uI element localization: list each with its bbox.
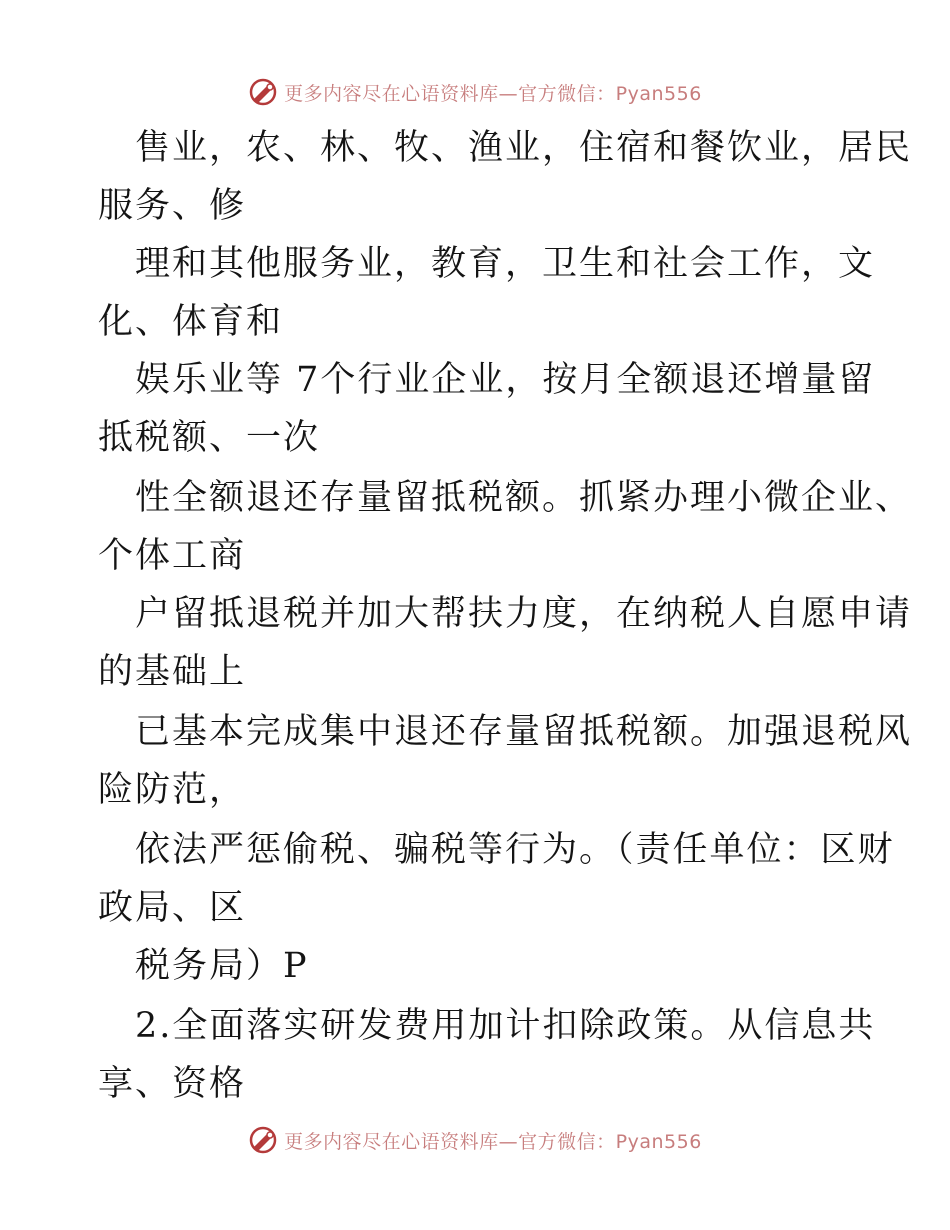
- text-line: 政局、区: [98, 888, 247, 928]
- text-line: 服务、修: [98, 186, 247, 226]
- text-line: 售业，农、林、牧、渔业，住宿和餐饮业，居民: [135, 128, 913, 168]
- header-watermark: [0, 72, 950, 112]
- text-line: 娱乐业等 7个行业企业，按月全额退还增量留: [135, 360, 876, 400]
- text-line: 的基础上: [98, 652, 247, 692]
- watermark-text: 更多内容尽在心语资料库—官方微信：Pyan556: [284, 1130, 702, 1153]
- watermark-text: 更多内容尽在心语资料库—官方微信：Pyan556: [284, 82, 702, 105]
- text-line: 依法严惩偷税、骗税等行为。（责任单位：区财: [135, 830, 895, 870]
- text-line: 2.全面落实研发费用加计扣除政策。从信息共: [135, 1006, 876, 1046]
- text-line: 性全额退还存量留抵税额。抓紧办理小微企业、: [135, 478, 913, 518]
- text-line: 已基本完成集中退还存量留抵税额。加强退税风: [135, 712, 913, 752]
- footer-watermark: [0, 1120, 950, 1160]
- text-line: 抵税额、一次: [98, 418, 321, 458]
- text-line: 个体工商: [98, 536, 247, 576]
- text-line: 户留抵退税并加大帮扶力度，在纳税人自愿申请: [135, 594, 913, 634]
- text-line: 理和其他服务业，教育，卫生和社会工作，文: [135, 244, 876, 284]
- text-line: 享、资格: [98, 1064, 247, 1104]
- text-line: 税务局）P: [135, 946, 309, 986]
- text-line: 化、体育和: [98, 302, 284, 342]
- seal-logo-icon: [248, 1125, 278, 1155]
- seal-logo-icon: [248, 77, 278, 107]
- text-line: 险防范，: [98, 770, 247, 810]
